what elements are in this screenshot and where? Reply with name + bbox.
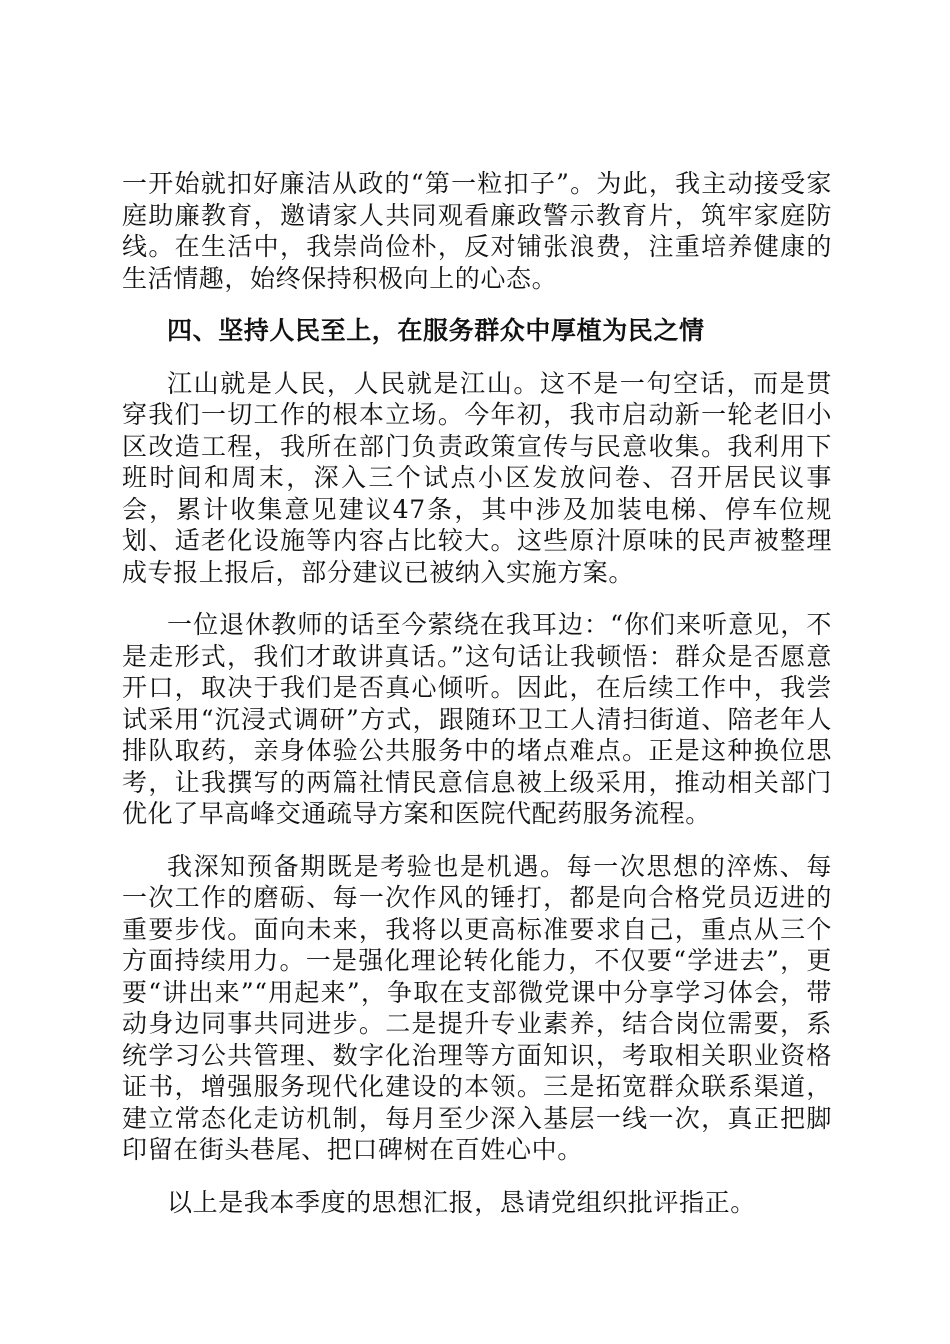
paragraph-continuation: 一开始就扣好廉洁从政的“第一粒扣子”。为此，我主动接受家庭助廉教育，邀请家人共同观看廉政警示教育片，筑牢家庭防线。在生活中，我崇尚俭朴，反对铺张浪费，注重培养健康的生活情趣，始终保持积极向上的心态。 xyxy=(122,169,832,293)
paragraph: 我深知预备期既是考验也是机遇。每一次思想的淬炼、每一次工作的磨砺、每一次作风的锤打，都是向合格党员迈进的重要步伐。面向未来，我将以更高标准要求自己，重点从三个方面持续用力。一是强化理论转化能力，不仅要“学进去”，更要“讲出来”“用起来”，争取在支部微党课中分享学习体会，带动身边同事共同进步。二是提升专业素养，结合岗位需要，系统学习公共管理、数字化治理等方面知识，考取相关职业资格证书，增强服务现代化建设的本领。三是拓宽群众联系渠道，建立常态化走访机制，每月至少深入基层一线一次，真正把脚印留在街头巷尾、把口碑树在百姓心中。 xyxy=(122,851,832,1164)
document-body xyxy=(122,168,832,1239)
paragraph: 一位退休教师的话至今萦绕在我耳边：“你们来听意见，不是走形式，我们才敢讲真话。”这句话让我顿悟：群众是否愿意开口，取决于我们是否真心倾听。因此，在后续工作中，我尝试采用“沉浸式调研”方式，跟随环卫工人清扫街道、陪老年人排队取药，亲身体验公共服务中的堵点难点。正是这种换位思考，让我撰写的两篇社情民意信息被上级采用，推动相关部门优化了早高峰交通疏导方案和医院代配药服务流程。 xyxy=(122,610,832,828)
section-heading: 四、坚持人民至上，在服务群众中厚植为民之情 xyxy=(167,316,705,345)
closing-paragraph: 以上是我本季度的思想汇报，恳请党组织批评指正。 xyxy=(167,1187,756,1217)
paragraph: 江山就是人民，人民就是江山。这不是一句空话，而是贯穿我们一切工作的根本立场。今年初，我市启动新一轮老旧小区改造工程，我所在部门负责政策宣传与民意收集。我利用下班时间和周末，深入三个试点小区发放问卷、召开居民议事会，累计收集意见建议47条，其中涉及加装电梯、停车位规划、适老化设施等内容占比较大。这些原汁原味的民声被整理成专报上报后，部分建议已被纳入实施方案。 xyxy=(122,368,832,587)
